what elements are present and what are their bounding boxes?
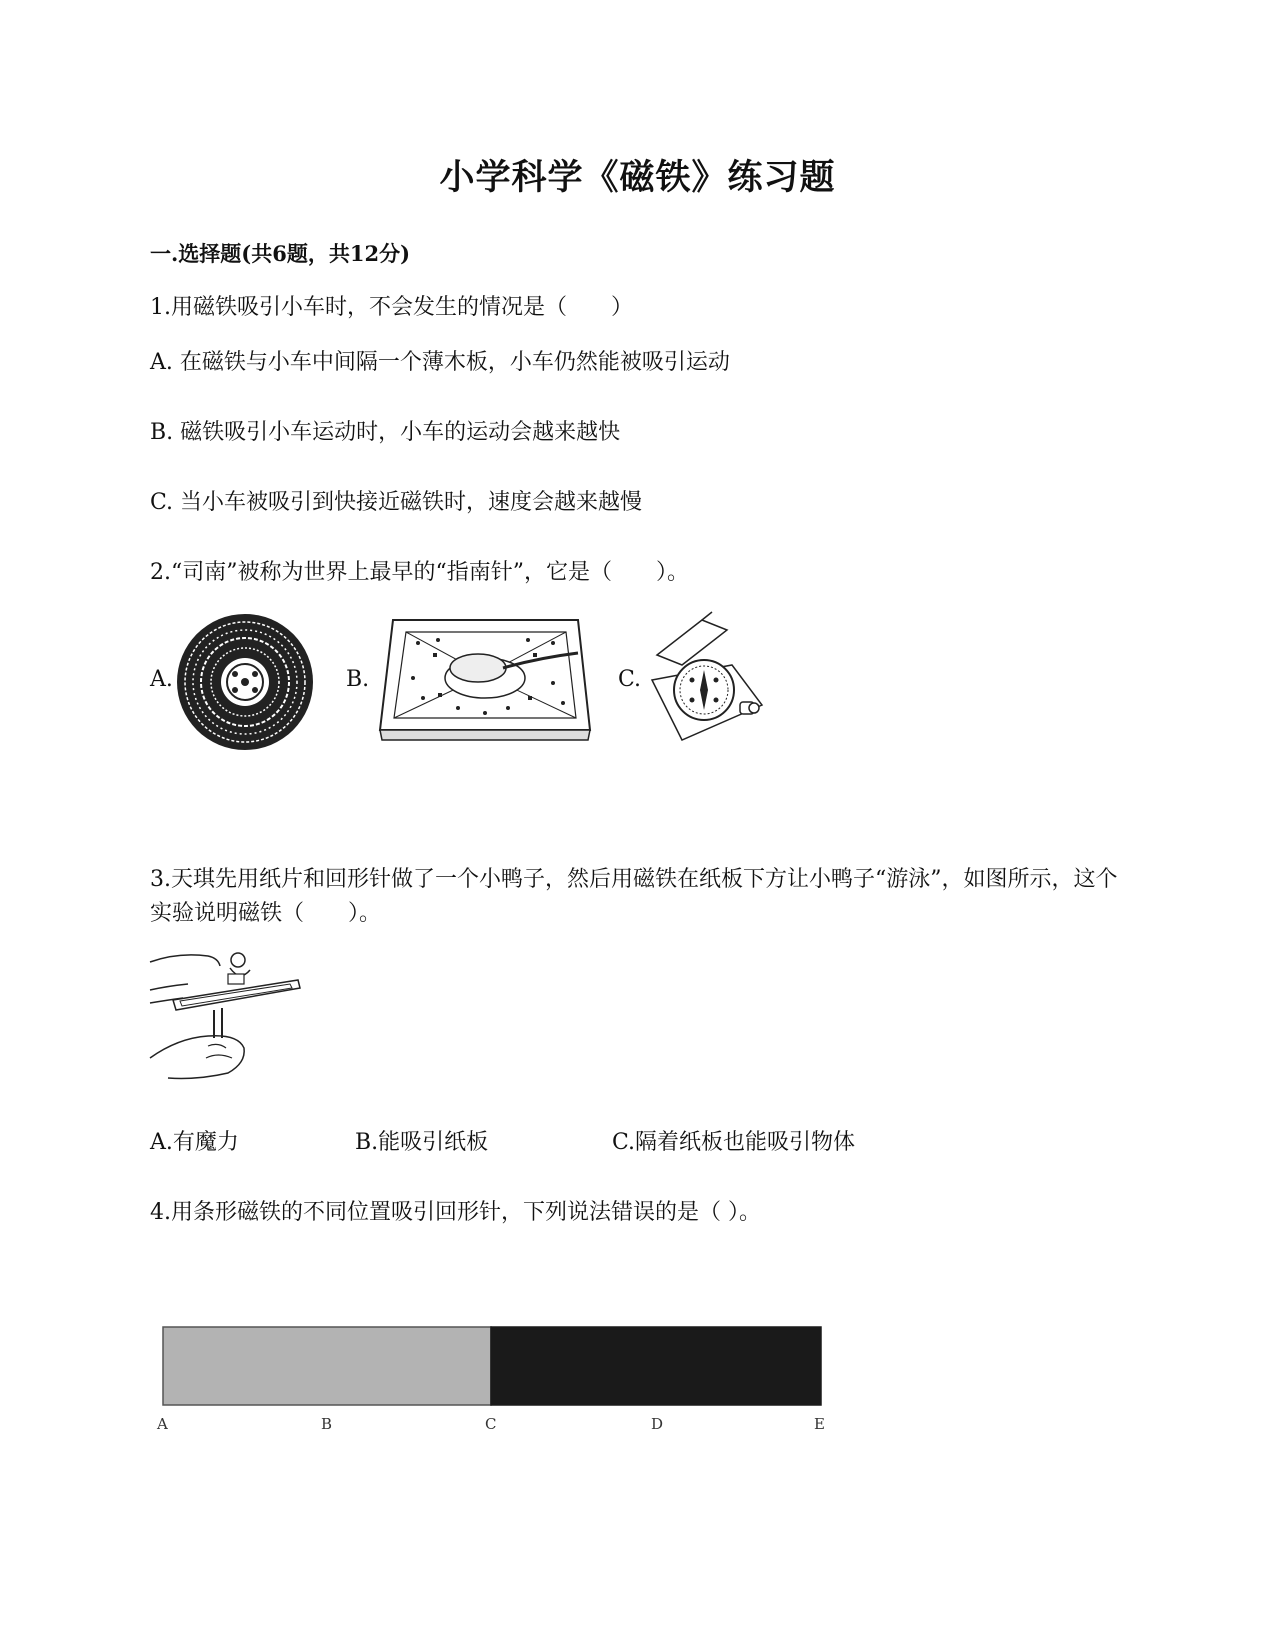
question-1-option-a: A. 在磁铁与小车中间隔一个薄木板，小车仍然能被吸引运动	[150, 350, 730, 375]
page-title: 小学科学《磁铁》练习题	[439, 157, 836, 198]
modern-compass-image	[642, 610, 772, 745]
bar-magnet-left-half	[163, 1327, 491, 1405]
question-2-label-b: B.	[346, 667, 370, 692]
bar-label-d: D	[651, 1415, 664, 1433]
bar-magnet-right-half	[491, 1327, 821, 1405]
bar-label-e: E	[814, 1415, 825, 1433]
bar-label-a: A	[157, 1415, 168, 1433]
question-2-label-c: C.	[618, 667, 642, 692]
question-1-option-b: B. 磁铁吸引小车运动时，小车的运动会越来越快	[150, 420, 621, 445]
bar-label-b: B	[321, 1415, 333, 1433]
question-3-stem: 3.天琪先用纸片和回形针做了一个小鸭子，然后用磁铁在纸板下方让小鸭子“游泳”，如图所示，这个实验说明磁铁（ ）。	[150, 867, 1118, 926]
question-4-stem: 4.用条形磁铁的不同位置吸引回形针，下列说法错误的是（ ）。	[150, 1200, 761, 1225]
sinan-spoon-image	[378, 618, 598, 743]
question-3-option-c: C.隔着纸板也能吸引物体	[612, 1130, 856, 1155]
section-heading: 一.选择题(共6题，共12分)	[150, 241, 411, 266]
question-1-option-c: C. 当小车被吸引到快接近磁铁时，速度会越来越慢	[150, 490, 643, 515]
question-2-stem: 2.“司南”被称为世界上最早的“指南针”，它是（ ）。	[150, 560, 689, 585]
luopan-compass-image	[175, 612, 315, 752]
bar-magnet-image	[155, 1325, 835, 1440]
question-3-option-b: B.能吸引纸板	[355, 1130, 489, 1155]
question-3-option-a: A.有魔力	[150, 1130, 239, 1155]
bar-label-c: C	[485, 1415, 497, 1433]
question-2-label-a: A.	[150, 667, 173, 692]
question-1-stem: 1.用磁铁吸引小车时，不会发生的情况是（ ）	[150, 295, 633, 320]
paper-duck-experiment-image	[148, 948, 303, 1083]
